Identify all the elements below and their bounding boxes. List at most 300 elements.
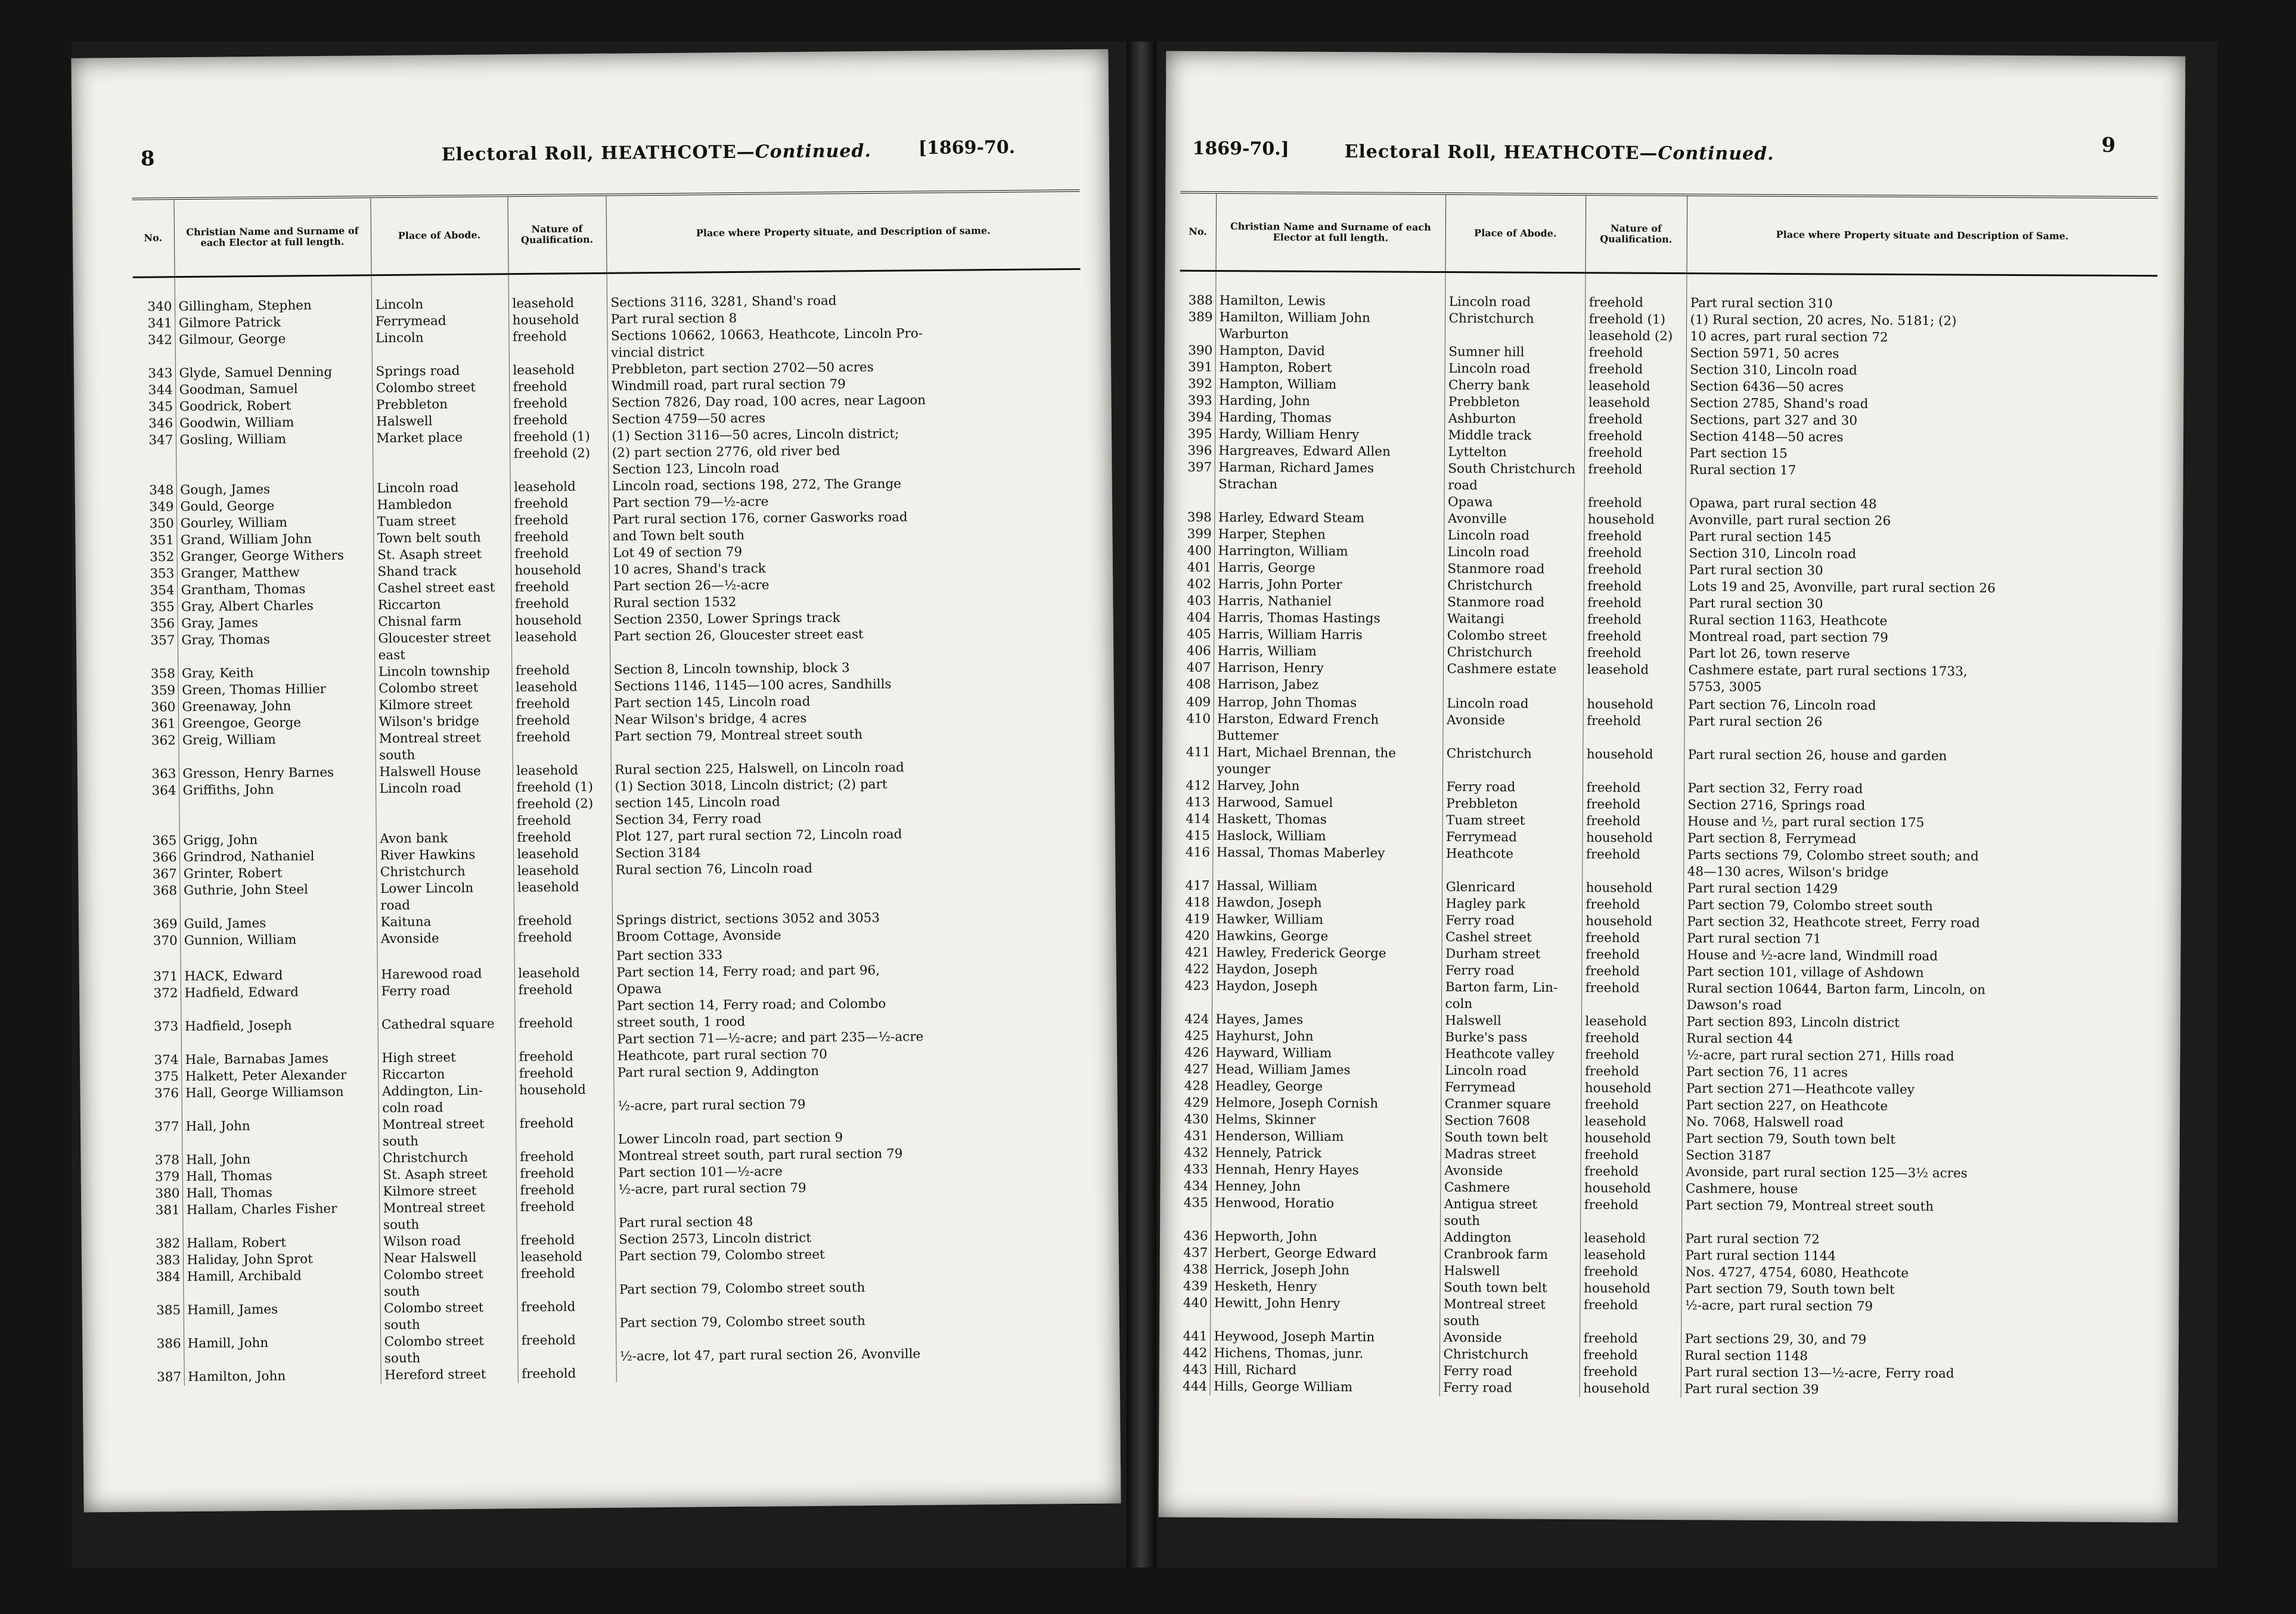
elector-name: Goodman, Samuel xyxy=(175,380,372,399)
property-description: Section 7826, Day road, 100 acres, near Lagoon xyxy=(607,391,1081,412)
elector-number: 437 xyxy=(1183,1245,1208,1261)
elector-number xyxy=(142,1352,184,1370)
property-description: Section 2716, Springs road xyxy=(1684,797,2155,816)
elector-number xyxy=(140,1102,182,1119)
elector-number: 408 xyxy=(1186,676,1211,692)
property-description: Section 5971, 50 acres xyxy=(1686,345,2157,364)
qualification: freehold xyxy=(510,512,609,529)
place-of-abode xyxy=(1445,327,1585,344)
place-of-abode: south xyxy=(378,1132,516,1150)
property-description: Section 8, Lincoln township, block 3 xyxy=(610,658,1084,679)
page-title-continued: Continued. xyxy=(1658,142,1774,164)
elector-number: 382 xyxy=(156,1236,181,1252)
qualification: freehold xyxy=(508,328,607,346)
elector-name: Glyde, Samuel Denning xyxy=(175,364,372,382)
elector-number xyxy=(134,449,176,466)
place-of-abode: Avonside xyxy=(1439,1330,1580,1347)
elector-number xyxy=(141,1219,182,1236)
qualification: freehold (1) xyxy=(510,429,608,446)
elector-name: Hennah, Henry Hayes xyxy=(1211,1162,1441,1180)
place-of-abode: Waitangi xyxy=(1443,611,1583,628)
place-of-abode: Colombo street xyxy=(1443,628,1583,645)
elector-number xyxy=(137,799,179,817)
elector-name: Hallam, Robert xyxy=(183,1234,380,1252)
elector-name xyxy=(184,1317,380,1336)
property-description: Part rural section 48 xyxy=(615,1211,1088,1232)
qualification: freehold (1) xyxy=(1585,311,1686,328)
elector-number xyxy=(1177,861,1212,878)
elector-number: 357 xyxy=(150,633,175,648)
property-description: Part section 79, Colombo street south xyxy=(1683,897,2154,916)
qualification: freehold xyxy=(515,1065,613,1082)
qualification: freehold xyxy=(1582,930,1683,947)
qualification: freehold (2) xyxy=(513,796,611,813)
property-description: Montreal street south, part rural section 79 xyxy=(614,1144,1088,1165)
place-of-abode: south xyxy=(380,1316,517,1334)
elector-number: 383 xyxy=(156,1253,181,1268)
elector-number: 421 xyxy=(1184,945,1210,960)
elector-number: 413 xyxy=(1186,794,1211,810)
place-of-abode: Avonside xyxy=(1443,712,1583,730)
elector-name: Hampton, William xyxy=(1215,376,1444,394)
place-of-abode xyxy=(377,999,514,1017)
place-of-abode: Stanmore road xyxy=(1444,561,1584,578)
place-of-abode: Cherry bank xyxy=(1444,377,1584,395)
elector-name xyxy=(184,1351,380,1369)
qualification: leasehold xyxy=(512,679,610,696)
elector-number xyxy=(142,1319,184,1336)
qualification: leasehold xyxy=(1580,1230,1681,1247)
place-of-abode: Wilson's bridge xyxy=(375,713,512,731)
place-of-abode: south xyxy=(375,746,512,764)
elector-name: Hall, George Williamson xyxy=(181,1084,378,1102)
elector-name xyxy=(182,1134,378,1152)
elector-name xyxy=(180,898,377,916)
qualification: household xyxy=(1581,1080,1682,1097)
place-of-abode: Ferry road xyxy=(1439,1363,1580,1380)
place-of-abode: Halswell xyxy=(373,412,510,430)
elector-name: Gray, Thomas xyxy=(178,631,374,649)
qualification: household xyxy=(1580,1280,1681,1298)
elector-number: 428 xyxy=(1184,1078,1209,1094)
elector-name: Hayward, William xyxy=(1212,1045,1441,1063)
place-of-abode: Wilson road xyxy=(380,1233,517,1250)
elector-name xyxy=(1211,1212,1440,1230)
property-description: and Town belt south xyxy=(609,524,1082,545)
qualification: freehold xyxy=(512,712,610,730)
elector-number: 385 xyxy=(156,1303,181,1318)
place-of-abode: Barton farm, Lin- xyxy=(1441,979,1581,997)
elector-name: Hampton, David xyxy=(1215,343,1445,361)
qualification: freehold xyxy=(1585,273,1686,312)
place-of-abode: Sumner hill xyxy=(1445,344,1585,361)
qualification xyxy=(1583,763,1684,780)
place-of-abode: road xyxy=(377,896,514,914)
place-of-abode: coln xyxy=(1441,996,1581,1013)
qualification xyxy=(516,1132,614,1149)
elector-number: 444 xyxy=(1183,1379,1208,1394)
elector-number: 374 xyxy=(154,1053,179,1068)
property-description: Section 34, Ferry road xyxy=(611,808,1085,829)
elector-name: Green, Thomas Hillier xyxy=(178,681,375,699)
elector-name: Gray, James xyxy=(178,614,374,632)
right-page-header xyxy=(1165,133,2185,182)
qualification: freehold xyxy=(1581,1147,1682,1164)
property-description: Rural section 76, Lincoln road xyxy=(612,858,1085,879)
elector-number: 353 xyxy=(150,566,175,582)
elector-number xyxy=(1179,476,1215,493)
page-number: 9 xyxy=(2101,133,2116,157)
qualification: freehold xyxy=(1583,628,1684,645)
place-of-abode: Heathcote valley xyxy=(1441,1046,1581,1063)
qualification: leasehold xyxy=(511,629,610,646)
property-description: Part rural section 30 xyxy=(1685,595,2156,614)
qualification: freehold xyxy=(511,579,609,596)
elector-number: 415 xyxy=(1185,828,1211,843)
place-of-abode: Ashburton xyxy=(1444,411,1584,428)
column-header-abode: Place of Abode. xyxy=(1445,194,1586,273)
page-number: 8 xyxy=(140,147,155,171)
place-of-abode xyxy=(1442,729,1583,746)
elector-name: Hassal, Thomas Maberley xyxy=(1212,845,1442,862)
place-of-abode: Cathedral square xyxy=(377,1016,514,1033)
elector-name: HACK, Edward xyxy=(181,967,377,985)
elector-number: 379 xyxy=(155,1169,180,1185)
qualification: freehold xyxy=(1583,796,1684,814)
elector-number: 354 xyxy=(150,583,175,598)
elector-number: 350 xyxy=(149,516,174,532)
elector-name: Gillingham, Stephen xyxy=(175,275,372,315)
property-description: Part section 8, Ferrymead xyxy=(1683,830,2154,849)
elector-name: Harwood, Samuel xyxy=(1213,794,1442,812)
qualification xyxy=(517,1315,616,1333)
qualification: freehold xyxy=(509,378,607,396)
elector-name: Harrop, John Thomas xyxy=(1214,694,1443,712)
property-description: (1) Rural section, 20 acres, No. 5181; (2) xyxy=(1686,312,2157,331)
place-of-abode: Ferry road xyxy=(377,982,514,1000)
place-of-abode: Gloucester street xyxy=(374,629,511,647)
property-description: Part section 333 xyxy=(612,944,1086,965)
qualification: freehold xyxy=(510,495,609,513)
elector-number: 427 xyxy=(1184,1061,1209,1077)
elector-name xyxy=(179,814,376,833)
elector-name: Hall, John xyxy=(182,1117,378,1135)
property-description: Part section 26, Gloucester street east xyxy=(610,625,1084,645)
elector-name: Hamilton, William John xyxy=(1215,309,1445,327)
property-description: Springs district, sections 3052 and 3053 xyxy=(612,908,1086,929)
elector-name: Haslock, William xyxy=(1212,828,1442,846)
property-description: Part rural section 30 xyxy=(1685,562,2156,581)
place-of-abode: Hereford street xyxy=(381,1366,518,1384)
elector-number: 388 xyxy=(1188,293,1213,308)
elector-name: Harrington, William xyxy=(1214,543,1444,561)
elector-number: 425 xyxy=(1184,1028,1209,1044)
property-description: Part sections 29, 30, and 79 xyxy=(1681,1331,2152,1350)
elector-number: 441 xyxy=(1183,1329,1208,1344)
page-year: 1869-70.] xyxy=(1192,138,1290,160)
property-description: Part section 79, South town belt xyxy=(1681,1281,2152,1300)
place-of-abode xyxy=(373,463,510,480)
book-spread xyxy=(72,42,2217,1568)
elector-number: 393 xyxy=(1187,393,1212,408)
elector-name: Haliday, John Sprot xyxy=(183,1250,380,1269)
elector-number: 412 xyxy=(1186,778,1211,793)
property-description: Plot 127, part rural section 72, Lincoln road xyxy=(612,825,1085,846)
place-of-abode: Burke's pass xyxy=(1441,1029,1581,1047)
elector-name xyxy=(181,1000,377,1019)
place-of-abode: Avonside xyxy=(1441,1163,1581,1180)
property-description: No. 7068, Halswell road xyxy=(1682,1114,2153,1133)
qualification: leasehold xyxy=(1584,378,1686,395)
elector-name: Hampton, Robert xyxy=(1215,359,1445,377)
elector-name: Grindrod, Nathaniel xyxy=(179,848,376,866)
property-description: Lincoln road, sections 198, 272, The Grange xyxy=(609,474,1082,495)
place-of-abode xyxy=(376,796,513,814)
place-of-abode: Tuam street xyxy=(1442,812,1583,830)
property-description: Part section 79, South town belt xyxy=(1682,1131,2153,1150)
column-header-qualification: Nature of Qualification. xyxy=(1586,194,1687,273)
property-description: Avonside, part rural section 125—3½ acres xyxy=(1682,1164,2153,1183)
property-description: Part section 79, Colombo street xyxy=(615,1244,1089,1265)
elector-number xyxy=(137,816,179,833)
place-of-abode: Lincoln road xyxy=(373,479,510,497)
elector-name: Harris, Thomas Hastings xyxy=(1214,610,1443,628)
property-description: Lot 49 of section 79 xyxy=(609,541,1083,562)
qualification: freehold xyxy=(1580,1347,1681,1364)
place-of-abode: Montreal street xyxy=(1439,1296,1580,1314)
elector-name: Hayes, James xyxy=(1212,1011,1441,1029)
property-description: Part section 32, Ferry road xyxy=(1684,780,2155,799)
property-description: Section 4148—50 acres xyxy=(1686,429,2157,448)
right-page xyxy=(1159,51,2186,1523)
table-header xyxy=(1180,193,2158,276)
elector-name: Henney, John xyxy=(1211,1178,1440,1196)
elector-name: Hewitt, John Henry xyxy=(1210,1295,1439,1313)
elector-name: Hallam, Charles Fisher xyxy=(182,1200,379,1219)
place-of-abode: Christchurch xyxy=(378,1149,516,1167)
place-of-abode: Springs road xyxy=(372,362,509,380)
elector-name: Heywood, Joseph Martin xyxy=(1210,1329,1439,1346)
elector-number: 342 xyxy=(147,333,173,348)
qualification: freehold xyxy=(511,545,609,563)
elector-name: Gunnion, William xyxy=(180,931,377,949)
qualification xyxy=(511,645,610,663)
property-description: Part rural section 1144 xyxy=(1681,1247,2152,1267)
elector-name xyxy=(178,647,374,666)
elector-number xyxy=(1178,493,1214,510)
place-of-abode: Opawa xyxy=(1444,494,1584,511)
property-description: ½-acre, part rural section 271, Hills road xyxy=(1683,1047,2154,1066)
qualification: freehold xyxy=(1584,445,1686,462)
property-description: Section 3187 xyxy=(1682,1147,2153,1166)
qualification xyxy=(512,746,610,763)
qualification: freehold xyxy=(516,1115,614,1132)
place-of-abode: Heathcote xyxy=(1442,846,1582,863)
elector-name: Head, William James xyxy=(1211,1061,1441,1079)
elector-name: Haskett, Thomas xyxy=(1213,811,1442,829)
place-of-abode: Ferrymead xyxy=(1442,829,1582,846)
qualification: leasehold xyxy=(1584,395,1686,412)
elector-name: Harding, John xyxy=(1215,393,1444,411)
place-of-abode: Cranmer square xyxy=(1441,1096,1581,1113)
qualification: freehold xyxy=(1584,428,1686,445)
elector-name: Harris, William Harris xyxy=(1214,626,1443,644)
qualification: freehold xyxy=(1581,1097,1682,1114)
place-of-abode: Glenricard xyxy=(1442,879,1582,896)
elector-name: Harris, Nathaniel xyxy=(1214,593,1444,611)
elector-name: Herrick, Joseph John xyxy=(1211,1262,1440,1280)
property-description: Dawson's road xyxy=(1683,997,2154,1016)
place-of-abode: Montreal street xyxy=(379,1199,516,1217)
elector-name: Hamill, Archibald xyxy=(183,1267,380,1286)
elector-number: 375 xyxy=(154,1069,179,1085)
elector-name: Guild, James xyxy=(180,914,377,933)
elector-name: Hardy, William Henry xyxy=(1215,426,1444,444)
elector-name xyxy=(176,464,373,482)
property-description: Broom Cottage, Avonside xyxy=(612,925,1086,946)
property-description: vincial district xyxy=(607,341,1081,362)
property-description: Part rural section 176, corner Gasworks road xyxy=(609,508,1082,529)
elector-number: 397 xyxy=(1187,460,1212,475)
place-of-abode: Lincoln township xyxy=(374,663,511,681)
elector-number: 403 xyxy=(1187,593,1212,609)
elector-name: Headley, George xyxy=(1211,1078,1441,1096)
page-title-text: Electoral Roll, HEATHCOTE— xyxy=(1344,141,1658,164)
property-description: Part section 14, Ferry road; and part 96, xyxy=(613,961,1087,982)
property-description: Section 4759—50 acres xyxy=(608,408,1082,429)
elector-number xyxy=(139,1002,181,1019)
elector-number xyxy=(1176,995,1212,1011)
property-description: Cashmere, house xyxy=(1681,1181,2152,1200)
property-description: Part section 893, Lincoln district xyxy=(1683,1014,2154,1033)
property-description: Rural section 1532 xyxy=(609,591,1083,612)
elector-name: Hassal, William xyxy=(1212,878,1442,896)
place-of-abode: Durham street xyxy=(1441,946,1581,963)
elector-name: Buttemer xyxy=(1213,728,1442,746)
place-of-abode: Addington xyxy=(1440,1230,1580,1247)
qualification: freehold xyxy=(1581,1047,1683,1064)
place-of-abode: Kilmore street xyxy=(379,1182,516,1200)
elector-name: Helms, Skinner xyxy=(1211,1112,1441,1129)
qualification: freehold xyxy=(1582,846,1683,864)
elector-name: Hesketh, Henry xyxy=(1211,1278,1440,1296)
place-of-abode: Kaituna xyxy=(377,913,514,931)
elector-name: Gray, Albert Charles xyxy=(177,597,374,616)
elector-number: 406 xyxy=(1186,643,1211,659)
property-description: Rural section 1163, Heathcote xyxy=(1684,612,2155,631)
electoral-roll-table xyxy=(1174,191,2158,1401)
place-of-abode: Hambledon xyxy=(373,496,510,514)
elector-number: 410 xyxy=(1186,711,1211,727)
qualification: freehold xyxy=(512,696,610,713)
elector-number xyxy=(138,952,180,969)
property-description xyxy=(616,1361,1090,1382)
qualification: freehold xyxy=(1584,578,1685,595)
qualification: freehold xyxy=(1585,344,1686,362)
column-header-property: Place where Property situate and Description of Same. xyxy=(1687,195,2158,276)
elector-name: Greengoe, George xyxy=(178,714,375,732)
qualification: household xyxy=(1580,1380,1681,1398)
elector-number: 411 xyxy=(1186,744,1211,760)
qualification: freehold xyxy=(1580,1297,1681,1314)
elector-number xyxy=(140,1135,182,1153)
property-description: Sections 10662, 10663, Heathcote, Lincoln Pro- xyxy=(607,324,1081,345)
qualification: household xyxy=(1582,913,1683,930)
place-of-abode: Ferrymead xyxy=(371,312,508,330)
elector-name xyxy=(1212,861,1442,879)
place-of-abode: Lincoln xyxy=(371,329,508,347)
qualification: freehold xyxy=(1582,896,1683,914)
table-body xyxy=(133,269,1090,1386)
property-description: ½-acre, part rural section 79 xyxy=(1681,1298,2152,1317)
table-header xyxy=(132,191,1080,277)
qualification: freehold xyxy=(1584,545,1685,562)
elector-name xyxy=(181,1033,378,1052)
place-of-abode: Christchurch xyxy=(376,863,513,881)
place-of-abode: Hagley park xyxy=(1442,896,1582,913)
place-of-abode: Shand track xyxy=(374,563,511,581)
elector-name: Guthrie, John Steel xyxy=(179,881,376,899)
elector-name: Greig, William xyxy=(178,731,375,749)
qualification: freehold xyxy=(517,1299,616,1316)
place-of-abode: Colombo street xyxy=(380,1266,517,1284)
elector-name: Goodrick, Robert xyxy=(175,397,372,415)
property-description: Rural section 44 xyxy=(1683,1031,2154,1050)
place-of-abode: Cashel street xyxy=(1442,929,1582,946)
place-of-abode xyxy=(373,446,510,464)
property-description xyxy=(1684,730,2155,749)
elector-number: 377 xyxy=(154,1119,179,1135)
elector-name: Grigg, John xyxy=(179,831,376,849)
qualification: freehold xyxy=(1581,963,1683,980)
elector-name: Hawkins, George xyxy=(1212,928,1442,946)
elector-name: Hargreaves, Edward Allen xyxy=(1215,443,1444,461)
qualification: freehold xyxy=(510,412,608,429)
property-description: Part section 227, on Heathcote xyxy=(1682,1097,2153,1116)
place-of-abode xyxy=(1442,762,1583,780)
qualification: leasehold xyxy=(514,965,613,982)
place-of-abode xyxy=(1443,678,1583,695)
property-description: Part rural section 13—½-acre, Ferry road xyxy=(1681,1364,2152,1383)
elector-number: 344 xyxy=(148,383,173,398)
property-description: ½-acre, lot 47, part rural section 26, Avonville xyxy=(616,1345,1090,1365)
property-description: Part section 79, Colombo street south xyxy=(615,1278,1089,1299)
place-of-abode: Lower Lincoln xyxy=(376,880,513,898)
elector-name: Granger, George Withers xyxy=(177,547,374,566)
elector-name: Warburton xyxy=(1215,326,1445,344)
place-of-abode: Lincoln road xyxy=(1444,544,1584,561)
property-description xyxy=(1681,1214,2152,1233)
elector-number: 436 xyxy=(1183,1228,1208,1244)
elector-number: 422 xyxy=(1184,961,1209,977)
qualification: freehold xyxy=(1584,495,1685,512)
elector-number: 351 xyxy=(149,533,175,548)
place-of-abode: Avonside xyxy=(377,930,514,948)
elector-name: Harston, Edward French xyxy=(1214,711,1443,729)
elector-number: 372 xyxy=(153,986,178,1001)
elector-number: 439 xyxy=(1183,1278,1208,1294)
elector-name: Hall, Thomas xyxy=(182,1184,379,1202)
property-description: Part rural section 39 xyxy=(1681,1381,2152,1400)
property-description: Part section 79, Montreal street south xyxy=(610,725,1084,746)
elector-number xyxy=(134,465,176,483)
qualification xyxy=(516,1215,615,1233)
elector-number: 429 xyxy=(1184,1095,1209,1110)
place-of-abode: Cashmere estate xyxy=(1443,661,1583,678)
qualification: freehold xyxy=(514,912,612,930)
qualification: freehold xyxy=(1584,411,1686,429)
elector-number: 443 xyxy=(1183,1362,1208,1377)
